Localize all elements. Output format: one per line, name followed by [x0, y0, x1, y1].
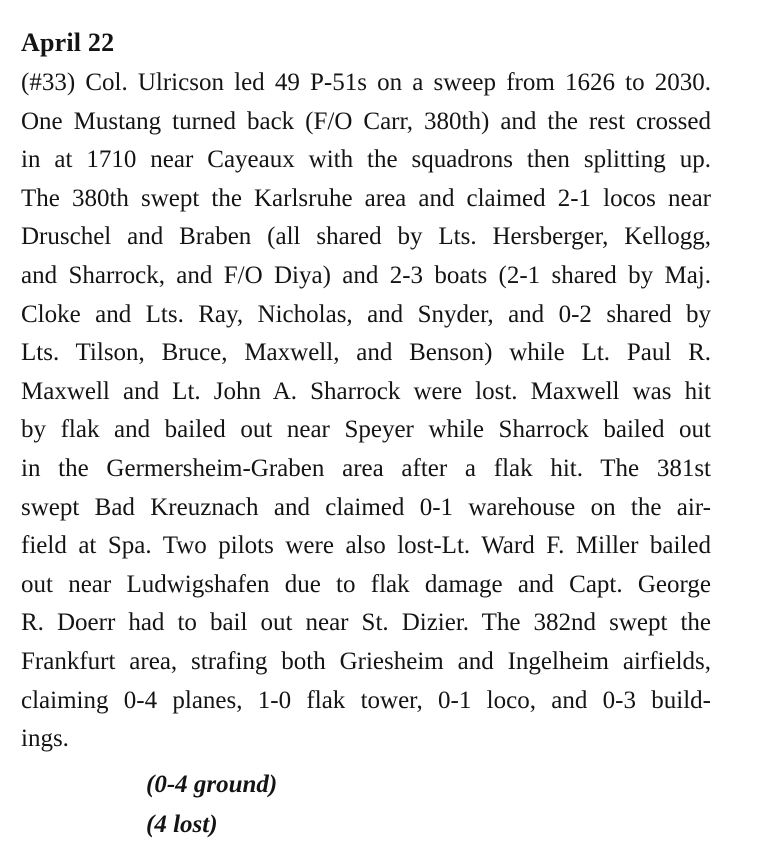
body-line: in the Germersheim-Graben area after a flak hit. The 381st: [21, 454, 711, 482]
body-line: One Mustang turned back (F/O Carr, 380th) and the rest crossed: [21, 107, 711, 135]
ground-claims-total: (0-4 ground): [146, 771, 278, 798]
entry-body: [21, 64, 711, 759]
body-line: Maxwell and Lt. John A. Sharrock were lost. Maxwell was hit: [21, 377, 711, 405]
body-line: by flak and bailed out near Speyer while Sharrock bailed out: [21, 416, 711, 444]
body-line: Druschel and Braben (all shared by Lts. Hersberger, Kellogg,: [21, 223, 711, 251]
losses-total: (4 lost): [146, 811, 218, 838]
body-line: Lts. Tilson, Bruce, Maxwell, and Benson) while Lt. Paul R.: [21, 339, 711, 367]
body-line: The 380th swept the Karlsruhe area and claimed 2-1 locos near: [21, 184, 711, 212]
body-line: out near Ludwigshafen due to flak damage and Capt. George: [21, 570, 711, 598]
body-line: and Sharrock, and F/O Diya) and 2-3 boats (2-1 shared by Maj.: [21, 261, 711, 289]
body-line: Frankfurt area, strafing both Griesheim and Ingelheim airfields,: [21, 647, 711, 675]
body-line: Cloke and Lts. Ray, Nicholas, and Snyder, and 0-2 shared by: [21, 300, 711, 328]
body-line: ings.: [21, 725, 69, 753]
body-line: swept Bad Kreuznach and claimed 0-1 warehouse on the air-: [21, 493, 711, 521]
body-line: in at 1710 near Cayeaux with the squadrons then splitting up.: [21, 146, 711, 174]
body-line: claiming 0-4 planes, 1-0 flak tower, 0-1 loco, and 0-3 build-: [21, 686, 711, 714]
entry-date-heading: April 22: [21, 28, 115, 57]
body-line: R. Doerr had to bail out near St. Dizier. The 382nd swept the: [21, 609, 711, 637]
body-line: (#33) Col. Ulricson led 49 P-51s on a sweep from 1626 to 2030.: [21, 69, 711, 96]
body-line: field at Spa. Two pilots were also lost-Lt. Ward F. Miller bailed: [21, 532, 711, 560]
claims-summary: [146, 765, 277, 845]
